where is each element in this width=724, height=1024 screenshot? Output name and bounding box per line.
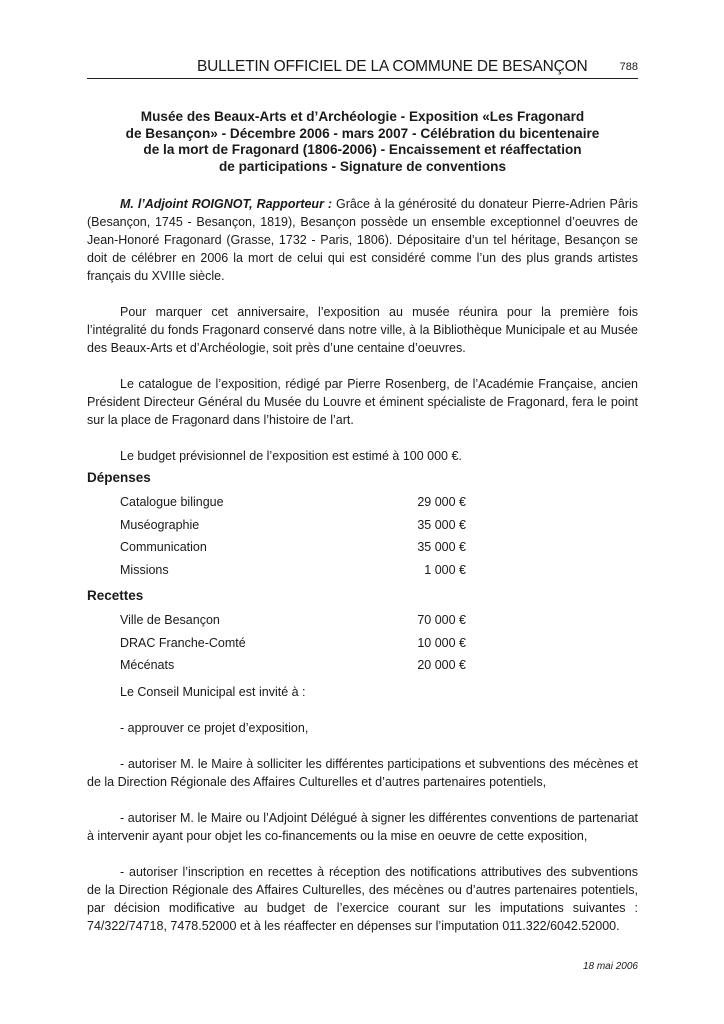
table-row (87, 559, 638, 582)
row-label: Ville de Besançon (120, 613, 220, 627)
row-amount: 20 000 € (417, 658, 466, 672)
table-row (87, 632, 638, 655)
document-body (87, 195, 638, 953)
footer-date: 18 mai 2006 (582, 961, 638, 972)
intro-paragraph (87, 195, 638, 285)
row-amount: 1 000 € (424, 562, 466, 577)
intro-text: Grâce à la générosité du donateur Pierre-Adrien Pâris (Besançon, 1745 - Besançon, 1819), Besançon possède un ensemble exceptionnel d’oeuvres de Jean-Honoré Fragonard (Grasse, 1732 - Paris, 1806). Dépositaire d’un tel héritage, Besançon se doit de célébrer en 2006 la mort de celui qui est considéré comme l’un des plus grands artistes français du XVIIIe siècle. (87, 197, 638, 283)
row-label: Mécénats (120, 658, 175, 672)
conclusion-item: - approuver ce projet d’exposition, (120, 720, 309, 735)
table-row (87, 491, 638, 514)
title-line: de participations - Signature de conventions (218, 158, 507, 174)
row-label: Missions (120, 562, 169, 577)
table-row (87, 514, 638, 537)
paragraph-budget: Le budget prévisionnel de l’exposition est estimé à 100 000 €. (120, 449, 462, 463)
paragraph-anniversary: Pour marquer cet anniversaire, l’exposition au musée réunira pour la première fois l’intégralité du fonds Fragonard conservé dans notre ville, à la Bibliothèque Municipale et au Musée des Beaux-Arts et d’Archéologie, soit près d’une centaine d’oeuvres. (87, 305, 638, 355)
rapporteur-label: M. l’Adjoint ROIGNOT, Rapporteur : (120, 197, 333, 211)
recettes-table (87, 609, 638, 677)
row-label: Muséographie (120, 517, 200, 532)
row-label: Catalogue bilingue (120, 495, 224, 509)
conclusion-item: - autoriser l’inscription en recettes à réception des notifications attributives des subventions de la Direction Régionale des Affaires Culturelles, des mécènes ou d’autres partenaires potentiels, par décision modificative au budget de l’exercice courant sur les imputations suivantes : 74/322/74718, 7478.52000 et à les réaffecter en dépenses sur l’imputation 011.322/6042.52000. (87, 864, 638, 933)
row-label: DRAC Franche-Comté (120, 635, 246, 650)
depenses-heading: Dépenses (87, 470, 151, 485)
row-amount: 35 000 € (417, 540, 466, 554)
table-row (87, 536, 638, 559)
title-line: de Besançon» - Décembre 2006 - mars 2007 - Célébration du bicentenaire (125, 125, 600, 141)
bulletin-title: BULLETIN OFFICIEL DE LA COMMUNE DE BESANÇON (197, 58, 588, 75)
conclusion-item: - autoriser M. le Maire à solliciter les différentes participations et subventions des mécènes et de la Direction Régionale des Affaires Culturelles et d’autres partenaires potentiels, (87, 756, 638, 789)
recettes-heading: Recettes (87, 588, 144, 603)
row-amount: 35 000 € (417, 517, 466, 532)
row-amount: 10 000 € (417, 635, 466, 650)
title-line: de la mort de Fragonard (1806-2006) - Encaissement et réaffectation (143, 142, 582, 157)
table-row (87, 654, 638, 677)
conclusion-item: - autoriser M. le Maire ou l’Adjoint Délégué à signer les différentes conventions de partenariat à intervenir ayant pour objet les co-financements ou la mise en oeuvre de cette exposition, (87, 810, 638, 843)
document-title (87, 109, 638, 175)
row-amount: 29 000 € (417, 495, 466, 509)
row-amount: 70 000 € (417, 613, 466, 627)
table-row (87, 609, 638, 632)
page-header (87, 58, 638, 79)
paragraph-catalogue: Le catalogue de l’exposition, rédigé par Pierre Rosenberg, de l’Académie Française, ancien Président Directeur Général du Musée du Louvre et éminent spécialiste de Fragonard, fera le point sur la place de Fragonard dans l’histoire de l’art. (87, 377, 638, 427)
title-line: Musée des Beaux-Arts et d’Archéologie - Exposition «Les Fragonard (140, 109, 585, 124)
depenses-table (87, 491, 638, 581)
conclusion-invite: Le Conseil Municipal est invité à : (120, 684, 306, 699)
row-label: Communication (120, 540, 207, 554)
page-number: 788 (619, 61, 638, 73)
